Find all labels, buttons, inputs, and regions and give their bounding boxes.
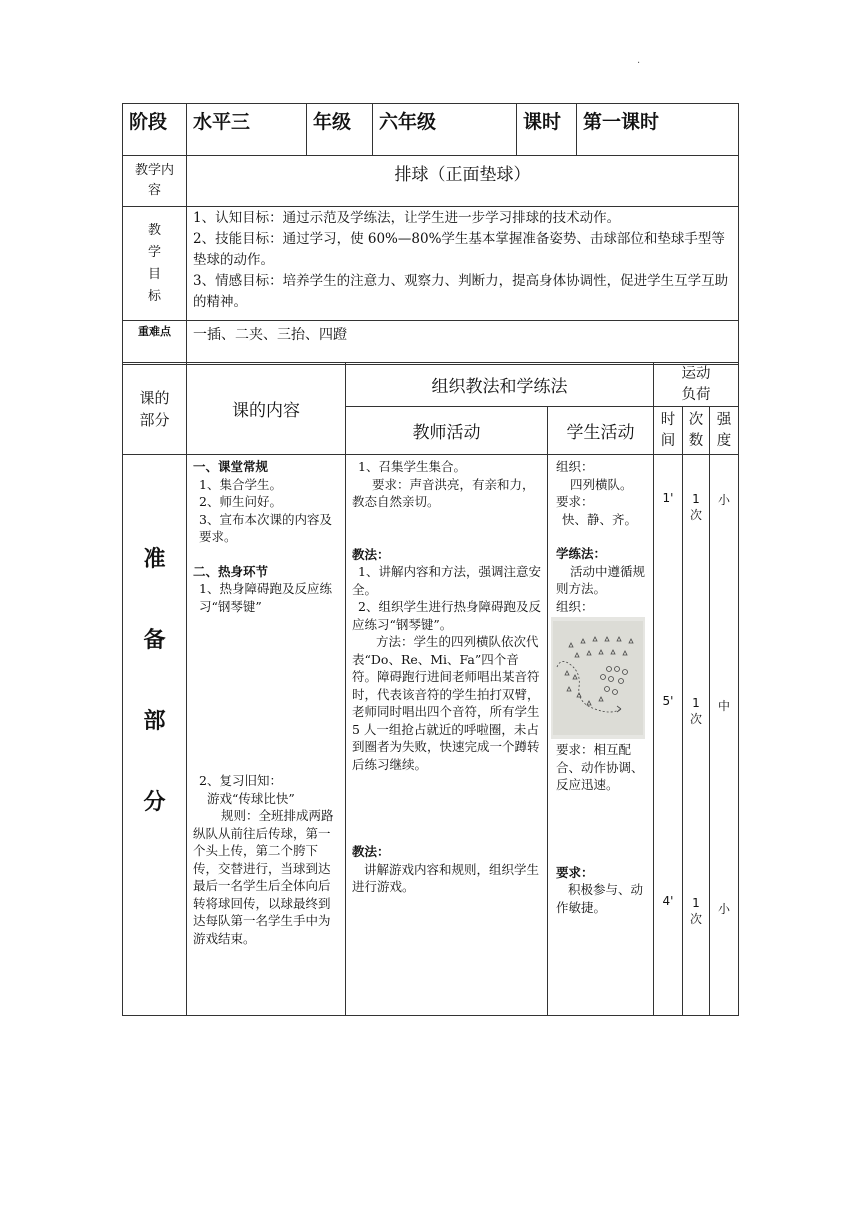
student-org-label-2: 组织： — [556, 598, 594, 614]
intensity-value: 中 — [718, 699, 731, 713]
count-value: 1次 — [690, 492, 703, 522]
grade-value: 六年级 — [373, 104, 517, 156]
goals-text — [187, 207, 739, 321]
part-name-char: 部 — [143, 709, 166, 734]
time-value: 4' — [662, 894, 674, 908]
time-header — [654, 407, 683, 455]
part-name — [123, 455, 187, 1016]
intensity-cell — [710, 455, 739, 1016]
count-value: 1次 — [690, 696, 703, 726]
count-header — [683, 407, 710, 455]
grade-label: 年级 — [307, 104, 373, 156]
key-points-value: 一插、二夹、三抬、四蹬 — [187, 321, 739, 365]
lesson-content-cell — [187, 455, 346, 1016]
row-key-points — [123, 321, 739, 365]
prep-row — [123, 455, 739, 1016]
content-label: 教学内容 — [123, 156, 187, 207]
goal-item: 3、情感目标：培养学生的注意力、观察力、判断力，提高身体协调性，促进学生互学互助的精神。 — [193, 273, 729, 310]
part-header — [123, 363, 187, 455]
teacher-header: 教师活动 — [346, 407, 548, 455]
formation-diagram — [551, 617, 645, 739]
content-header: 课的内容 — [187, 363, 346, 455]
routine-item: 2、师生问好。 — [199, 494, 282, 509]
goals-label-char: 学 — [147, 244, 161, 260]
teacher-method-item: 2、组织学生进行热身障碍跑及反应练习“钢琴键”。 — [352, 599, 541, 632]
routine-item: 3、宣布本次课的内容及要求。 — [199, 511, 332, 544]
count-cell — [683, 455, 710, 1016]
content-value: 排球（正面垫球） — [187, 156, 739, 207]
student-activity-cell — [548, 455, 654, 1016]
key-points-label: 重难点 — [123, 321, 187, 365]
teacher-method-label: 教法： — [352, 546, 390, 562]
intensity-value: 小 — [718, 493, 731, 507]
student-req-2: 要求：相互配合、动作协调、反应迅速。 — [556, 742, 644, 792]
part-name-char: 备 — [143, 628, 166, 653]
row-stage — [123, 104, 739, 156]
review-title: 2、复习旧知： — [199, 773, 282, 788]
teacher-method-item: 讲解游戏内容和规则，组织学生进行游戏。 — [352, 861, 540, 894]
warmup-item: 1、热身障碍跑及反应练习“钢琴键” — [199, 581, 332, 614]
count-header-text: 次数 — [688, 411, 704, 449]
intensity-header — [710, 407, 739, 455]
part-name-char: 准 — [143, 547, 166, 572]
student-req-value: 快、静、齐。 — [562, 511, 638, 527]
time-header-text: 时间 — [660, 411, 676, 449]
teacher-method-label-2: 教法： — [352, 844, 390, 859]
header-mark: · — [637, 58, 641, 69]
goals-label-char: 目 — [147, 266, 161, 282]
routine-title: 一、课堂常规 — [193, 459, 269, 474]
part-name-char: 分 — [143, 790, 166, 815]
load-header — [654, 363, 739, 407]
stage-label: 阶段 — [123, 104, 187, 156]
intensity-value: 小 — [718, 902, 731, 916]
load-header-text: 运动负荷 — [681, 365, 711, 403]
goals-label — [123, 207, 187, 321]
goal-item: 2、技能目标：通过学习，使 60%—80%学生基本掌握准备姿势、击球部位和垫球手型等垫球的动作。 — [193, 231, 725, 268]
period-label: 课时 — [517, 104, 577, 156]
goals-label-char: 教 — [147, 222, 161, 238]
warmup-title: 二、热身环节 — [193, 563, 269, 579]
student-req-value-3: 积极参与、动作敏捷。 — [556, 882, 644, 915]
stage-value: 水平三 — [187, 104, 307, 156]
teacher-activity-cell — [346, 455, 548, 1016]
teacher-method-item: 1、讲解内容和方法，强调注意安全。 — [352, 564, 541, 597]
time-value: 1' — [662, 491, 674, 505]
student-practice-label: 学练法： — [556, 546, 607, 561]
teacher-gather-req: 要求：声音洪亮，有亲和力，教态自然亲切。 — [352, 476, 535, 509]
lesson-plan-table — [122, 103, 739, 365]
student-org-value: 四列横队。 — [570, 476, 633, 492]
goals-label-char: 标 — [147, 288, 161, 304]
methods-header: 组织教法和学练法 — [346, 363, 654, 407]
review-game: 游戏“传球比快” — [207, 790, 295, 806]
student-req-label-3: 要求： — [556, 864, 594, 880]
goal-item: 1、认知目标：通过示范及学练法，让学生进一步学习排球的技术动作。 — [193, 210, 621, 226]
time-cell — [654, 455, 683, 1016]
period-value: 第一课时 — [577, 104, 739, 156]
count-value: 1次 — [690, 896, 703, 926]
row-goals — [123, 207, 739, 321]
student-req-label: 要求： — [556, 494, 594, 509]
student-org-label: 组织： — [556, 459, 594, 474]
routine-item: 1、集合学生。 — [199, 476, 282, 492]
time-value: 5' — [662, 694, 674, 708]
header-row-1 — [123, 363, 739, 407]
teacher-gather: 1、召集学生集合。 — [358, 459, 466, 474]
part-header-text: 课的部分 — [139, 388, 170, 429]
teacher-method-desc: 方法：学生的四列横队依次代表“Do、Re、Mi、Fa”四个音符。障碍跑行进间老师唱出某音符时，代表该音符的学生拍打双臂，老师同时唱出四个音符，所有学生 5 人一组抢占就近的呼啦圈，未占到圈者为失败，快速完成一个蹲转后练习继续。 — [352, 634, 540, 772]
review-rules: 规则：全班排成两路纵队从前往后传球，第一个头上传，第二个胯下传，交替进行，当球到达最后一名学生后全体向后转将球回传，以球最终到达每队第一名学生手中为游戏结束。 — [193, 808, 334, 946]
intensity-header-text: 强度 — [716, 411, 732, 449]
row-content — [123, 156, 739, 207]
student-header: 学生活动 — [548, 407, 654, 455]
student-practice-value: 活动中遵循规则方法。 — [556, 563, 646, 596]
lesson-body-table — [122, 362, 739, 1016]
